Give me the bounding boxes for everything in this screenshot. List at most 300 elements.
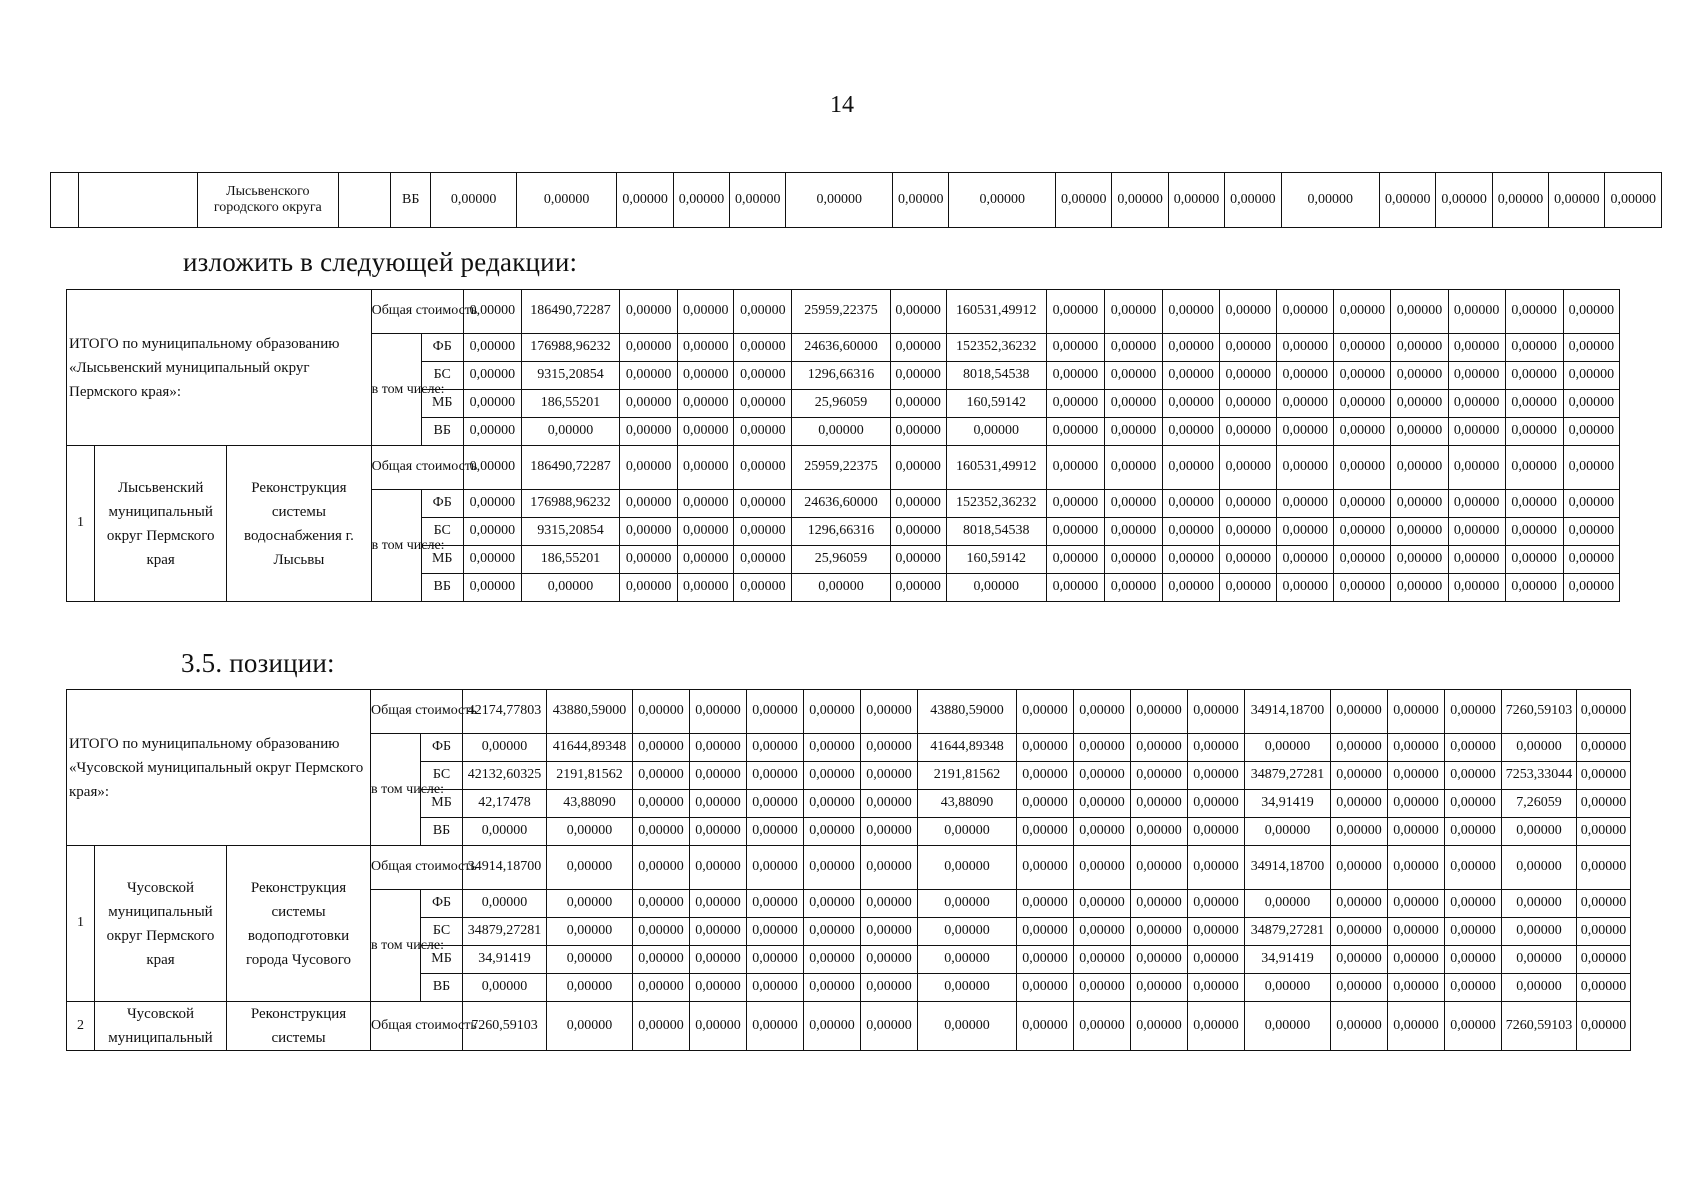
value-cell: 0,00000 <box>804 946 861 974</box>
value-cell: 0,00000 <box>463 290 521 334</box>
value-cell: 0,00000 <box>1220 518 1277 546</box>
value-cell: 0,00000 <box>463 390 521 418</box>
value-cell: 0,00000 <box>1131 762 1188 790</box>
value-cell: 0,00000 <box>1502 918 1577 946</box>
value-cell: 0,00000 <box>1388 890 1445 918</box>
value-cell: 0,00000 <box>1277 334 1334 362</box>
value-cell: 0,00000 <box>1334 334 1391 362</box>
including-label: в том числе: <box>371 334 421 446</box>
value-cell: 0,00000 <box>678 574 734 602</box>
value-cell: 34,91419 <box>463 946 547 974</box>
value-cell: 0,00000 <box>620 490 678 518</box>
value-cell: 0,00000 <box>1104 490 1162 518</box>
value-cell: 160531,49912 <box>946 290 1046 334</box>
value-cell: 0,00000 <box>463 574 521 602</box>
value-cell: 0,00000 <box>633 734 690 762</box>
entity-name: Чусовской муниципальный округ Пермского края <box>95 846 227 1002</box>
value-cell: 0,00000 <box>547 818 633 846</box>
value-cell: 0,00000 <box>633 818 690 846</box>
value-cell: 34879,27281 <box>463 918 547 946</box>
value-cell: 0,00000 <box>747 690 804 734</box>
value-cell: 186,55201 <box>521 390 619 418</box>
value-cell: 0,00000 <box>1505 362 1563 390</box>
value-cell: 0,00000 <box>747 946 804 974</box>
value-cell: 0,00000 <box>1436 173 1492 228</box>
value-cell: 1296,66316 <box>792 518 890 546</box>
value-cell: 0,00000 <box>1331 846 1388 890</box>
value-cell: 0,00000 <box>463 518 521 546</box>
value-cell: 0,00000 <box>1056 173 1112 228</box>
value-cell: 43880,59000 <box>918 690 1017 734</box>
value-cell: 0,00000 <box>890 490 946 518</box>
value-cell: 0,00000 <box>946 418 1046 446</box>
value-cell: 0,00000 <box>690 690 747 734</box>
value-cell: 0,00000 <box>1188 818 1245 846</box>
value-cell: 24636,60000 <box>792 334 890 362</box>
value-cell: 0,00000 <box>463 334 521 362</box>
value-cell: 0,00000 <box>1388 918 1445 946</box>
value-cell: 0,00000 <box>1046 390 1104 418</box>
value-cell: 0,00000 <box>1074 974 1131 1002</box>
value-cell: 152352,36232 <box>946 490 1046 518</box>
value-cell: 0,00000 <box>1445 918 1502 946</box>
value-cell: 0,00000 <box>890 518 946 546</box>
value-cell: 41644,89348 <box>918 734 1017 762</box>
item-total-row <box>67 446 1620 490</box>
value-cell: 0,00000 <box>1577 846 1631 890</box>
item-total-row <box>67 1002 1631 1051</box>
value-cell: 0,00000 <box>1188 890 1245 918</box>
value-cell: 0,00000 <box>1391 418 1448 446</box>
value-cell: 0,00000 <box>690 762 747 790</box>
value-cell: 0,00000 <box>1220 574 1277 602</box>
value-cell: 0,00000 <box>633 846 690 890</box>
value-cell: 0,00000 <box>1017 818 1074 846</box>
value-cell: 41644,89348 <box>547 734 633 762</box>
value-cell: 0,00000 <box>1445 946 1502 974</box>
value-cell: 0,00000 <box>734 362 792 390</box>
value-cell: 0,00000 <box>804 790 861 818</box>
value-cell: 0,00000 <box>1448 362 1505 390</box>
value-cell: 0,00000 <box>1505 390 1563 418</box>
value-cell: 0,00000 <box>1563 546 1619 574</box>
value-cell: 0,00000 <box>1502 846 1577 890</box>
value-cell: 0,00000 <box>633 690 690 734</box>
value-cell: 0,00000 <box>1577 790 1631 818</box>
value-cell: 0,00000 <box>1445 690 1502 734</box>
value-cell: 0,00000 <box>516 173 617 228</box>
value-cell: 0,00000 <box>633 974 690 1002</box>
value-cell: 0,00000 <box>1074 690 1131 734</box>
value-cell: 25959,22375 <box>792 446 890 490</box>
value-cell: 0,00000 <box>1505 546 1563 574</box>
value-cell: 0,00000 <box>1277 362 1334 390</box>
value-cell: 0,00000 <box>1163 574 1220 602</box>
value-cell: 0,00000 <box>1549 173 1605 228</box>
value-cell: 0,00000 <box>890 290 946 334</box>
value-cell: 43,88090 <box>918 790 1017 818</box>
value-cell: 0,00000 <box>861 790 918 818</box>
value-cell: 0,00000 <box>1112 173 1168 228</box>
value-cell: 0,00000 <box>1331 890 1388 918</box>
total-cost-label: Общая стоимость <box>371 1002 463 1051</box>
value-cell: 0,00000 <box>1605 173 1662 228</box>
value-cell: 0,00000 <box>1074 918 1131 946</box>
value-cell: 0,00000 <box>1277 490 1334 518</box>
value-cell: 0,00000 <box>1445 734 1502 762</box>
value-cell: 0,00000 <box>861 918 918 946</box>
value-cell: 0,00000 <box>1388 946 1445 974</box>
value-cell: 0,00000 <box>1448 574 1505 602</box>
value-cell: 2191,81562 <box>918 762 1017 790</box>
value-cell: 0,00000 <box>1448 446 1505 490</box>
value-cell: 0,00000 <box>547 918 633 946</box>
value-cell: 0,00000 <box>1245 890 1331 918</box>
value-cell: 0,00000 <box>1188 974 1245 1002</box>
value-cell: 0,00000 <box>1505 334 1563 362</box>
value-cell: 43,88090 <box>547 790 633 818</box>
value-cell: 0,00000 <box>1104 390 1162 418</box>
value-cell: 7,26059 <box>1502 790 1577 818</box>
value-cell: 0,00000 <box>620 418 678 446</box>
value-cell: 0,00000 <box>804 690 861 734</box>
item-number: 2 <box>67 1002 95 1051</box>
section-heading-positions: 3.5. позиции: <box>181 648 335 678</box>
value-cell: 0,00000 <box>1277 574 1334 602</box>
value-cell: 0,00000 <box>1017 918 1074 946</box>
value-cell: 0,00000 <box>633 1002 690 1051</box>
value-cell: 0,00000 <box>1505 518 1563 546</box>
value-cell: 0,00000 <box>1445 846 1502 890</box>
value-cell: 7253,33044 <box>1502 762 1577 790</box>
value-cell: 0,00000 <box>1391 574 1448 602</box>
value-cell: 0,00000 <box>1017 846 1074 890</box>
value-cell: 0,00000 <box>1334 362 1391 390</box>
value-cell: 42132,60325 <box>463 762 547 790</box>
value-cell: 0,00000 <box>1046 490 1104 518</box>
value-cell: 0,00000 <box>1577 818 1631 846</box>
project-name: Реконструкция системы водоподготовки города Чусового <box>227 846 371 1002</box>
value-cell: 0,00000 <box>1220 546 1277 574</box>
value-cell: 0,00000 <box>1046 418 1104 446</box>
total-cost-label: Общая стоимость <box>371 690 463 734</box>
value-cell: 7260,59103 <box>1502 690 1577 734</box>
value-cell: 0,00000 <box>1334 546 1391 574</box>
value-cell: 0,00000 <box>1188 1002 1245 1051</box>
value-cell: 0,00000 <box>861 946 918 974</box>
value-cell: 0,00000 <box>1502 818 1577 846</box>
value-cell: 186,55201 <box>521 546 619 574</box>
value-cell: 0,00000 <box>734 490 792 518</box>
value-cell: 0,00000 <box>1281 173 1380 228</box>
value-cell: 0,00000 <box>1046 446 1104 490</box>
value-cell: 0,00000 <box>1074 734 1131 762</box>
value-cell: 186490,72287 <box>521 290 619 334</box>
value-cell: 0,00000 <box>633 946 690 974</box>
value-cell: 0,00000 <box>1388 734 1445 762</box>
value-cell: 0,00000 <box>1391 490 1448 518</box>
value-cell: 0,00000 <box>1334 518 1391 546</box>
value-cell: 0,00000 <box>1074 818 1131 846</box>
value-cell: 0,00000 <box>1017 790 1074 818</box>
value-cell: 0,00000 <box>747 1002 804 1051</box>
value-cell: 0,00000 <box>1017 946 1074 974</box>
value-cell: 0,00000 <box>547 846 633 890</box>
value-cell: 0,00000 <box>1445 762 1502 790</box>
value-cell: 0,00000 <box>861 890 918 918</box>
value-cell: 0,00000 <box>1277 546 1334 574</box>
value-cell: 0,00000 <box>734 418 792 446</box>
value-cell: 0,00000 <box>673 173 729 228</box>
value-cell: 0,00000 <box>1245 818 1331 846</box>
value-cell: 0,00000 <box>747 846 804 890</box>
value-cell: 0,00000 <box>463 446 521 490</box>
value-cell: 0,00000 <box>690 846 747 890</box>
value-cell: 0,00000 <box>734 446 792 490</box>
value-cell: 0,00000 <box>463 418 521 446</box>
value-cell: 0,00000 <box>1577 890 1631 918</box>
value-cell: 0,00000 <box>861 734 918 762</box>
value-cell: 0,00000 <box>1245 1002 1331 1051</box>
value-cell: 0,00000 <box>747 918 804 946</box>
value-cell: 0,00000 <box>1074 790 1131 818</box>
value-cell: 0,00000 <box>1245 734 1331 762</box>
value-cell: 0,00000 <box>1277 518 1334 546</box>
value-cell: 0,00000 <box>1188 762 1245 790</box>
value-cell: 0,00000 <box>678 290 734 334</box>
value-cell: 0,00000 <box>1277 446 1334 490</box>
value-cell: 0,00000 <box>1577 690 1631 734</box>
value-cell: 0,00000 <box>678 390 734 418</box>
including-label: в том числе: <box>371 734 421 846</box>
value-cell: 0,00000 <box>861 974 918 1002</box>
value-cell: 176988,96232 <box>521 490 619 518</box>
empty-cell <box>51 173 79 228</box>
value-cell: 0,00000 <box>893 173 949 228</box>
value-cell: 0,00000 <box>1505 290 1563 334</box>
value-cell: 0,00000 <box>804 890 861 918</box>
item-number: 1 <box>67 446 95 602</box>
value-cell: 0,00000 <box>918 974 1017 1002</box>
value-cell: 0,00000 <box>1445 1002 1502 1051</box>
value-cell: 0,00000 <box>678 334 734 362</box>
value-cell: 0,00000 <box>747 974 804 1002</box>
value-cell: 8018,54538 <box>946 518 1046 546</box>
value-cell: 0,00000 <box>678 362 734 390</box>
value-cell: 0,00000 <box>890 418 946 446</box>
value-cell: 0,00000 <box>1188 734 1245 762</box>
value-cell: 0,00000 <box>690 818 747 846</box>
value-cell: 0,00000 <box>463 546 521 574</box>
value-cell: 0,00000 <box>1220 390 1277 418</box>
source-code-cell: ВБ <box>421 818 463 846</box>
value-cell: 0,00000 <box>1163 290 1220 334</box>
value-cell: 0,00000 <box>1074 762 1131 790</box>
value-cell: 0,00000 <box>1391 446 1448 490</box>
value-cell: 0,00000 <box>1391 390 1448 418</box>
previous-table-fragment <box>50 172 1662 228</box>
value-cell: 0,00000 <box>1188 790 1245 818</box>
value-cell: 0,00000 <box>1131 790 1188 818</box>
value-cell: 0,00000 <box>1445 890 1502 918</box>
value-cell: 0,00000 <box>1163 334 1220 362</box>
value-cell: 0,00000 <box>1163 418 1220 446</box>
value-cell: 0,00000 <box>792 418 890 446</box>
value-cell: 0,00000 <box>1563 446 1619 490</box>
value-cell: 0,00000 <box>1391 546 1448 574</box>
value-cell: 34,91419 <box>1245 946 1331 974</box>
value-cell: 0,00000 <box>1563 334 1619 362</box>
value-cell: 7260,59103 <box>1502 1002 1577 1051</box>
value-cell: 0,00000 <box>734 546 792 574</box>
source-code-cell: МБ <box>421 946 463 974</box>
value-cell: 0,00000 <box>1563 390 1619 418</box>
value-cell: 0,00000 <box>1334 418 1391 446</box>
value-cell: 0,00000 <box>734 390 792 418</box>
value-cell: 0,00000 <box>1131 974 1188 1002</box>
source-code-cell: ВБ <box>421 974 463 1002</box>
value-cell: 0,00000 <box>1104 518 1162 546</box>
entity-cell: Лысьвенского городского округа <box>197 173 338 228</box>
value-cell: 0,00000 <box>1388 818 1445 846</box>
project-name: Реконструкция системы <box>227 1002 371 1051</box>
value-cell: 0,00000 <box>730 173 786 228</box>
value-cell: 0,00000 <box>1388 790 1445 818</box>
value-cell: 0,00000 <box>1104 446 1162 490</box>
value-cell: 0,00000 <box>804 974 861 1002</box>
value-cell: 0,00000 <box>1577 974 1631 1002</box>
value-cell: 34,91419 <box>1245 790 1331 818</box>
value-cell: 0,00000 <box>1104 574 1162 602</box>
source-code-cell: БС <box>421 518 463 546</box>
including-label: в том числе: <box>371 890 421 1002</box>
value-cell: 0,00000 <box>1220 290 1277 334</box>
value-cell: 0,00000 <box>620 446 678 490</box>
source-code-cell: БС <box>421 362 463 390</box>
value-cell: 0,00000 <box>1502 890 1577 918</box>
value-cell: 0,00000 <box>918 890 1017 918</box>
source-code-cell: МБ <box>421 790 463 818</box>
value-cell: 0,00000 <box>1380 173 1436 228</box>
page-number: 14 <box>830 92 854 118</box>
source-code-cell: БС <box>421 762 463 790</box>
value-cell: 0,00000 <box>1188 846 1245 890</box>
value-cell: 0,00000 <box>1577 734 1631 762</box>
value-cell: 0,00000 <box>633 790 690 818</box>
value-cell: 0,00000 <box>804 734 861 762</box>
value-cell: 34879,27281 <box>1245 762 1331 790</box>
item-number: 1 <box>67 846 95 1002</box>
value-cell: 0,00000 <box>547 890 633 918</box>
source-code-cell: ФБ <box>421 734 463 762</box>
value-cell: 0,00000 <box>747 790 804 818</box>
value-cell: 0,00000 <box>1225 173 1281 228</box>
value-cell: 0,00000 <box>690 946 747 974</box>
value-cell: 0,00000 <box>1220 418 1277 446</box>
value-cell: 0,00000 <box>734 290 792 334</box>
value-cell: 0,00000 <box>747 890 804 918</box>
value-cell: 186490,72287 <box>521 446 619 490</box>
value-cell: 0,00000 <box>1448 490 1505 518</box>
empty-cell <box>338 173 390 228</box>
value-cell: 0,00000 <box>690 918 747 946</box>
value-cell: 0,00000 <box>804 762 861 790</box>
value-cell: 0,00000 <box>1277 418 1334 446</box>
value-cell: 0,00000 <box>1448 290 1505 334</box>
value-cell: 0,00000 <box>1391 290 1448 334</box>
value-cell: 0,00000 <box>678 418 734 446</box>
value-cell: 0,00000 <box>1563 518 1619 546</box>
value-cell: 0,00000 <box>1131 690 1188 734</box>
value-cell: 0,00000 <box>1505 490 1563 518</box>
itogo-label: ИТОГО по муниципальному образованию «Чусовской муниципальный округ Пермского края»: <box>67 690 371 846</box>
value-cell: 34914,18700 <box>463 846 547 890</box>
value-cell: 0,00000 <box>734 574 792 602</box>
table-row <box>51 173 1662 228</box>
value-cell: 0,00000 <box>690 790 747 818</box>
value-cell: 0,00000 <box>1168 173 1224 228</box>
value-cell: 0,00000 <box>1563 362 1619 390</box>
value-cell: 34879,27281 <box>1245 918 1331 946</box>
value-cell: 0,00000 <box>747 818 804 846</box>
value-cell: 0,00000 <box>1331 974 1388 1002</box>
value-cell: 0,00000 <box>1220 362 1277 390</box>
value-cell: 0,00000 <box>1220 334 1277 362</box>
value-cell: 0,00000 <box>890 574 946 602</box>
value-cell: 0,00000 <box>1505 574 1563 602</box>
source-code-cell: БС <box>421 918 463 946</box>
value-cell: 0,00000 <box>1245 974 1331 1002</box>
value-cell: 43880,59000 <box>547 690 633 734</box>
value-cell: 0,00000 <box>1131 918 1188 946</box>
value-cell: 0,00000 <box>678 546 734 574</box>
value-cell: 0,00000 <box>431 173 517 228</box>
value-cell: 0,00000 <box>1074 890 1131 918</box>
value-cell: 0,00000 <box>617 173 673 228</box>
value-cell: 7260,59103 <box>463 1002 547 1051</box>
value-cell: 0,00000 <box>1388 690 1445 734</box>
value-cell: 0,00000 <box>1331 1002 1388 1051</box>
value-cell: 0,00000 <box>918 918 1017 946</box>
value-cell: 0,00000 <box>1577 946 1631 974</box>
value-cell: 0,00000 <box>620 290 678 334</box>
value-cell: 0,00000 <box>547 1002 633 1051</box>
value-cell: 0,00000 <box>463 490 521 518</box>
value-cell: 0,00000 <box>1563 490 1619 518</box>
value-cell: 0,00000 <box>1502 946 1577 974</box>
value-cell: 0,00000 <box>1017 762 1074 790</box>
value-cell: 0,00000 <box>633 918 690 946</box>
value-cell: 0,00000 <box>1334 490 1391 518</box>
value-cell: 1296,66316 <box>792 362 890 390</box>
value-cell: 0,00000 <box>678 446 734 490</box>
including-label: в том числе: <box>371 490 421 602</box>
value-cell: 0,00000 <box>1074 846 1131 890</box>
project-name: Реконструкция системы водоснабжения г. Лысьвы <box>227 446 371 602</box>
value-cell: 0,00000 <box>1220 490 1277 518</box>
value-cell: 0,00000 <box>1331 918 1388 946</box>
value-cell: 160,59142 <box>946 546 1046 574</box>
value-cell: 0,00000 <box>1131 890 1188 918</box>
value-cell: 0,00000 <box>1046 574 1104 602</box>
source-code-cell: ВБ <box>391 173 431 228</box>
value-cell: 0,00000 <box>1017 734 1074 762</box>
source-code-cell: ФБ <box>421 490 463 518</box>
value-cell: 0,00000 <box>1505 446 1563 490</box>
value-cell: 0,00000 <box>620 390 678 418</box>
value-cell: 34914,18700 <box>1245 690 1331 734</box>
value-cell: 152352,36232 <box>946 334 1046 362</box>
